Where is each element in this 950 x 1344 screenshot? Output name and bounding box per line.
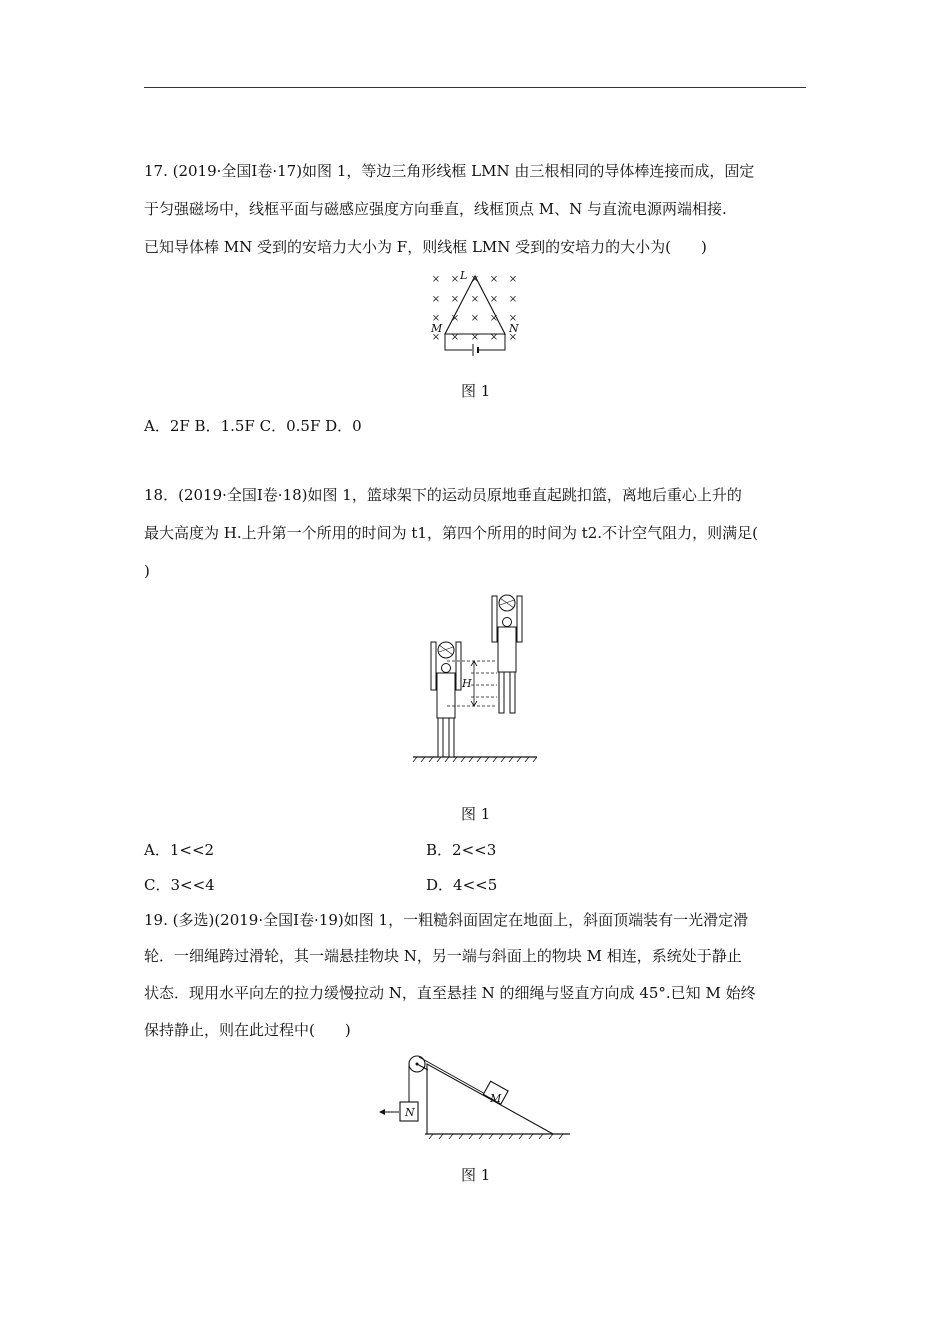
svg-text:×: × [508,274,518,285]
label-N: N [405,1106,415,1119]
svg-text:×: × [489,294,499,305]
header-rule [144,87,806,88]
svg-text:×: × [431,274,441,285]
label-L: L [460,269,468,282]
q19-line2: 轮．一细绳跨过滑轮，其一端悬挂物块 N，另一端与斜面上的物块 M 相连，系统处于静止 [144,947,742,965]
q18-option-d: D．4<<5 [426,876,498,894]
q18-figure-basketball-jump [405,590,545,765]
rope-to-M [419,1057,487,1095]
svg-text:×: × [450,332,460,343]
svg-text:×: × [431,332,441,343]
ground-hatching [413,757,537,762]
q17-line2: 于匀强磁场中，线框平面与磁感应强度方向垂直，线框顶点 M、N 与直流电源两端相接. [144,200,727,218]
q17-caption: 图 1 [461,382,491,400]
svg-text:×: × [489,274,499,285]
svg-text:×: × [470,313,480,324]
svg-text:×: × [470,294,480,305]
q19-line4: 保持静止，则在此过程中( ) [144,1021,351,1039]
label-N: N [509,322,519,335]
q19-line3: 状态．现用水平向左的拉力缓慢拉动 N，直至悬挂 N 的细绳与竖直方向成 45°.已知 M 始终 [144,984,756,1002]
q18-option-a: A．1<<2 [144,841,215,859]
svg-text:×: × [470,274,480,285]
svg-text:×: × [489,313,499,324]
q19-line1: 19. (多选)(2019·全国Ⅰ卷·19)如图 1，一粗糙斜面固定在地面上，斜面顶端装有一光滑定滑 [144,911,749,929]
q17-options: A．2F B．1.5F C．0.5F D．0 [144,417,362,435]
svg-text:×: × [508,294,518,305]
q17-line1: 17. (2019·全国Ⅰ卷·17)如图 1，等边三角形线框 LMN 由三根相同的导体棒连接而成，固定 [144,162,755,180]
svg-text:×: × [508,313,518,324]
q18-option-c: C．3<<4 [144,876,215,894]
svg-text:×: × [450,274,460,285]
label-M: M [490,1092,502,1105]
svg-text:×: × [450,294,460,305]
svg-text:×: × [508,332,518,343]
ground-hatching [429,1134,563,1139]
q19-caption: 图 1 [461,1166,491,1184]
q18-option-b: B．2<<3 [426,841,497,859]
label-H: H [462,677,472,690]
svg-text:×: × [489,332,499,343]
pull-arrow-head [379,1109,385,1115]
q18-line1: 18．(2019·全国Ⅰ卷·18)如图 1，篮球架下的运动员原地垂直起跳扣篮，离地后重心上升的 [144,486,742,504]
standing-player [431,642,461,757]
svg-text:×: × [431,294,441,305]
q18-caption: 图 1 [461,805,491,823]
q18-line3: ) [144,562,150,580]
svg-text:×: × [470,332,480,343]
label-M: M [431,322,443,335]
q17-figure-triangle-frame [425,268,525,358]
q18-line2: 最大高度为 H.上升第一个所用的时间为 t1，第四个所用的时间为 t2.不计空气阻力，则满足( [144,524,758,542]
q17-line3: 已知导体棒 MN 受到的安培力大小为 F，则线框 LMN 受到的安培力的大小为( ) [144,238,707,256]
svg-text:×: × [450,313,460,324]
jumping-player [492,595,522,713]
q19-figure-incline-pulley [375,1050,575,1140]
svg-text:×: × [431,313,441,324]
